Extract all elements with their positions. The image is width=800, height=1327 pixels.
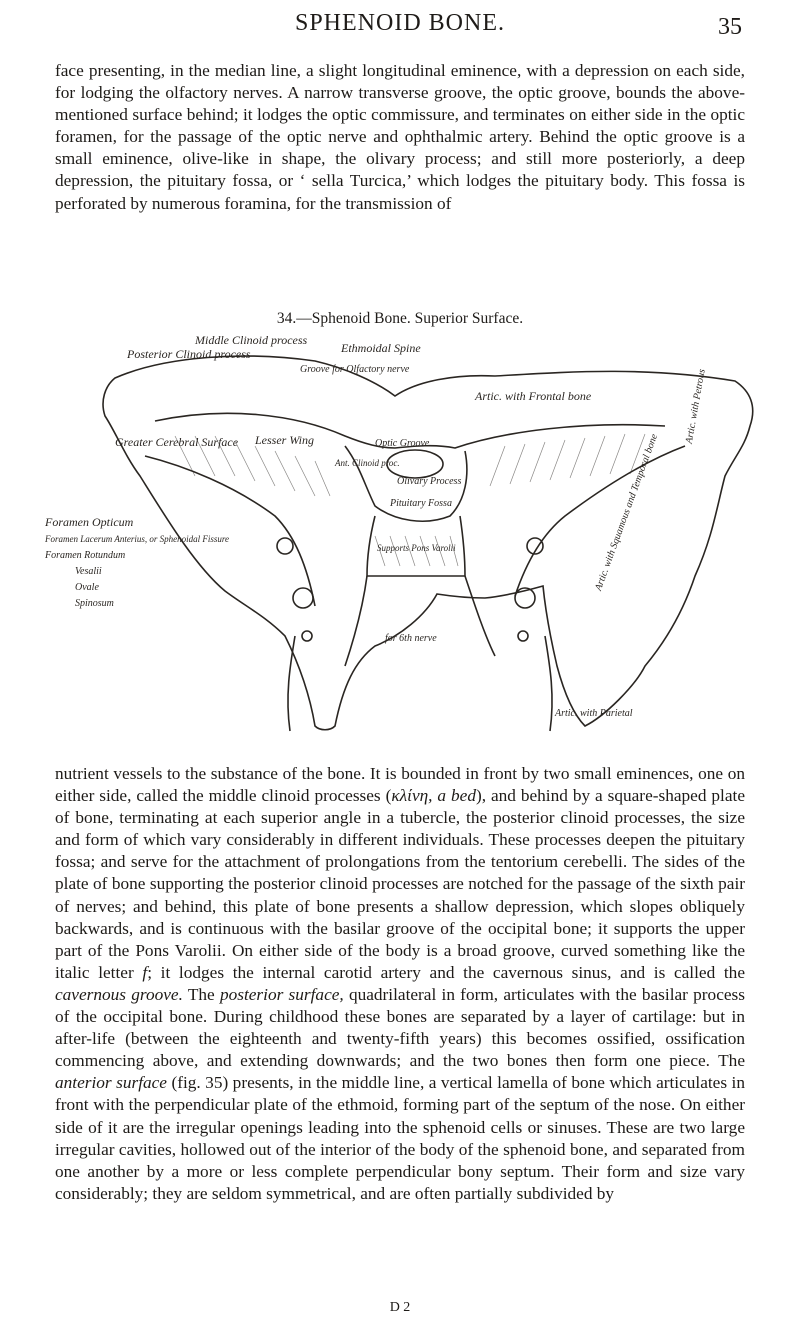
label-foramen-rotundum: Foramen Rotundum xyxy=(45,550,126,561)
label-pituitary-fossa: Pituitary Fossa xyxy=(390,498,452,509)
figure-caption: 34.—Sphenoid Bone. Superior Surface. xyxy=(276,310,524,327)
label-foramen-opticum: Foramen Opticum xyxy=(45,515,134,529)
italic-run: anterior surface xyxy=(55,1073,167,1093)
italic-run: f xyxy=(142,962,148,982)
italic-run: κλίνη, a bed xyxy=(391,786,476,806)
label-foramen-ovale: Ovale xyxy=(75,582,99,593)
paragraph-top: face presenting, in the median line, a slight longitudinal eminence, with a depression on each side, for lodging the olfactory nerves. A narrow transverse groove, the optic groove, bounds the above-mentioned surface behind; it lodges the optic commissure, and terminates on either side in the optic foramen, for the passage of the optic nerve and ophthalmic artery. Behind the optic groove is a small eminence, olive-like in shape, the olivary process; and still more posteriorly, a deep depression, the pituitary fossa, or ‘ sella Turcica,’ which lodges the pituitary body. This fossa is perforated by numerous foramina, for the transmission of xyxy=(55,61,745,213)
text-run: quadrilateral in form, articulates with the basilar process of the occipital bone. During childhood these bones are separated by a layer of cartilage: but in after-life (between the eighteenth and twenty-fifth years) this becomes ossified, ossification commencing above, and extending downwards; and the two bones then form one piece. The xyxy=(55,984,745,1071)
label-optic-groove: Optic Groove xyxy=(375,438,430,449)
label-olivary: Olivary Process xyxy=(397,476,462,487)
text-run: The xyxy=(182,984,220,1004)
label-foramen-vesalii: Vesalii xyxy=(75,566,102,577)
page-number: 35 xyxy=(718,14,742,40)
label-artic-squamous: Artic. with Squamous and Temporal bone xyxy=(593,432,661,593)
label-artic-petrous: Artic. with Petrous xyxy=(683,368,708,445)
label-foramen-lacerum: Foramen Lacerum Anterius, or Sphenoidal Fissure xyxy=(45,534,229,544)
label-supports-pons: Supports Pons Varolii xyxy=(377,543,456,553)
paragraph-bottom xyxy=(55,763,745,1205)
label-frontal-artic: Artic. with Frontal bone xyxy=(475,389,592,403)
pterygoid-right xyxy=(545,636,552,731)
greater-wing-left xyxy=(145,456,315,606)
label-ethmoidal-spine: Ethmoidal Spine xyxy=(341,341,421,355)
foramen-rotundum-left xyxy=(277,538,293,554)
foramen-spinosum-right xyxy=(518,631,528,641)
foramen-spinosum-left xyxy=(302,631,312,641)
text-run: ; it lodges the internal carotid artery and the cavernous sinus, and is called the xyxy=(147,962,745,982)
label-6th-nerve: for 6th nerve xyxy=(385,633,437,644)
text-run: ), and behind by a square-shaped plate of bone, terminating at each superior angle in a tubercle, the posterior clinoid processes, the size and form of which vary considerably in different individuals. These processes deepen the pituitary fossa; and serve for the attachment of prolongations from the tentorium cerebelli. The sides of the plate of bone supporting the posterior clinoid processes are notched for the passage of the sixth pair of nerves; and behind, this plate of bone presents a shallow depression, which slopes obliquely backwards, and is continuous with the basilar groove of the occipital bone; it supports the upper part of the Pons Varolii. On either side of the body is a broad groove, curved something like the italic letter xyxy=(55,786,745,982)
label-ant-clinoid: Ant. Clinoid proc. xyxy=(335,458,400,468)
running-title: SPHENOID BONE. xyxy=(294,10,505,36)
label-greater-surface: Greater Cerebral Surface xyxy=(115,435,239,449)
text-run: nutrient vessels to the substance of the bone. It is bounded in front by two small eminences, one on either side, called the middle clinoid processes ( xyxy=(55,764,745,806)
label-foramen-spinosum: Spinosum xyxy=(75,598,114,609)
italic-run: cavernous groove. xyxy=(55,984,183,1004)
label-middle-clinoid: Middle Clinoid process xyxy=(195,336,308,347)
label-artic-parietal: Artic. with Parietal xyxy=(555,708,633,719)
signature-mark: D 2 xyxy=(389,1300,411,1315)
label-lesser-wing: Lesser Wing xyxy=(255,433,315,447)
sphenoid-figure xyxy=(45,336,763,744)
text-run: (fig. 35) presents, in the middle line, a vertical lamella of bone which articulates in front with the perpendicular plate of the ethmoid, forming part of the septum of the nose. On either side of it are the irregular openings leading into the sphenoid cells or sinuses. These are two large irregular cavities, hollowed out of the interior of the body of the sphenoid bone, and separated from one another by a more or less complete perpendicular bony septum. Their form and size vary considerably; they are seldom symmetrical, and are often partially subdivided by xyxy=(55,1073,745,1203)
sphenoid-illustration xyxy=(45,336,763,744)
foramen-ovale-left xyxy=(293,588,313,608)
label-groove-olfactory: Groove for Olfactory nerve xyxy=(300,364,410,375)
italic-run: posterior surface, xyxy=(219,984,344,1004)
label-posterior-clinoid: Posterior Clinoid process xyxy=(127,347,251,361)
